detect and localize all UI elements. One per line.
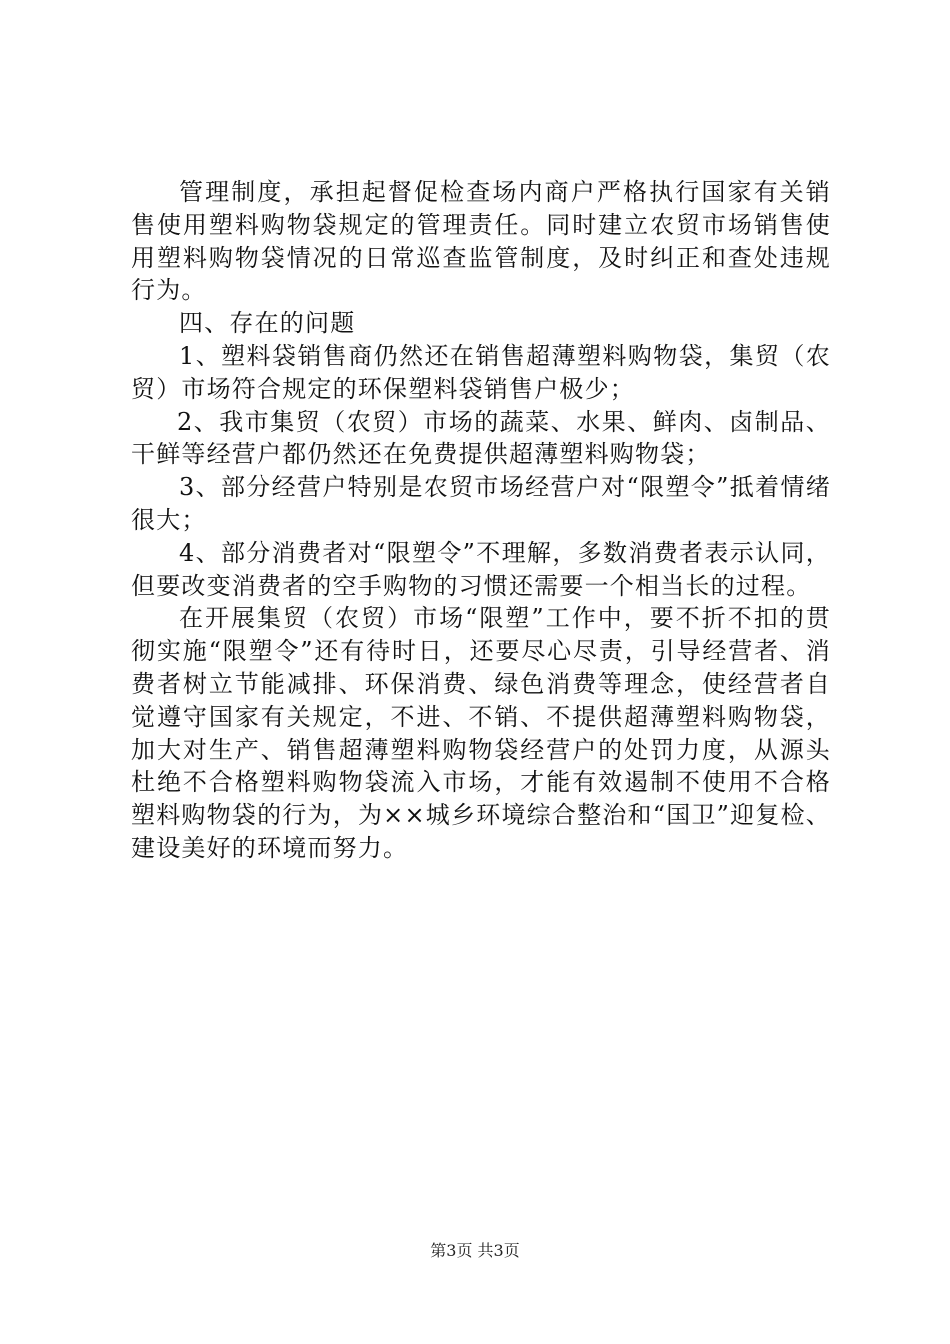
paragraph-problem-4: 4、部分消费者对“限塑令”不理解，多数消费者表示认同，但要改变消费者的空手购物的习惯还需要一个相当长的过程。 <box>131 538 831 600</box>
paragraph-problem-1: 1、塑料袋销售商仍然还在销售超薄塑料购物袋，集贸（农贸）市场符合规定的环保塑料袋销售户极少； <box>131 341 831 403</box>
paragraph-problem-2: 2、我市集贸（农贸）市场的蔬菜、水果、鲜肉、卤制品、干鲜等经营户都仍然还在免费提供超薄塑料购物袋； <box>131 407 831 469</box>
paragraph-problem-3: 3、部分经营户特别是农贸市场经营户对“限塑令”抵着情绪很大； <box>131 473 831 534</box>
paragraph-management-system: 管理制度，承担起督促检查场内商户严格执行国家有关销售使用塑料购物袋规定的管理责任。同时建立农贸市场销售使用塑料购物袋情况的日常巡查监管制度，及时纠正和查处违规行为。 <box>131 178 831 305</box>
document-body <box>131 176 831 865</box>
section-heading-problems: 四、存在的问题 <box>179 309 356 338</box>
paragraph-conclusion: 在开展集贸（农贸）市场“限塑”工作中，要不折不扣的贯彻实施“限塑令”还有待时日，还要尽心尽责，引导经营者、消费者树立节能减排、环保消费、绿色消费等理念，使经营者自觉遵守国家有关规定，不进、不销、不提供超薄塑料购物袋，加大对生产、销售超薄塑料购物袋经营户的处罚力度，从源头杜绝不合格塑料购物袋流入市场，才能有效遏制不使用不合格塑料购物袋的行为，为××城乡环境综合整治和“国卫”迎复检、建设美好的环境而努力。 <box>131 604 831 862</box>
page-number-footer: 第3页 共3页 <box>430 1241 520 1260</box>
